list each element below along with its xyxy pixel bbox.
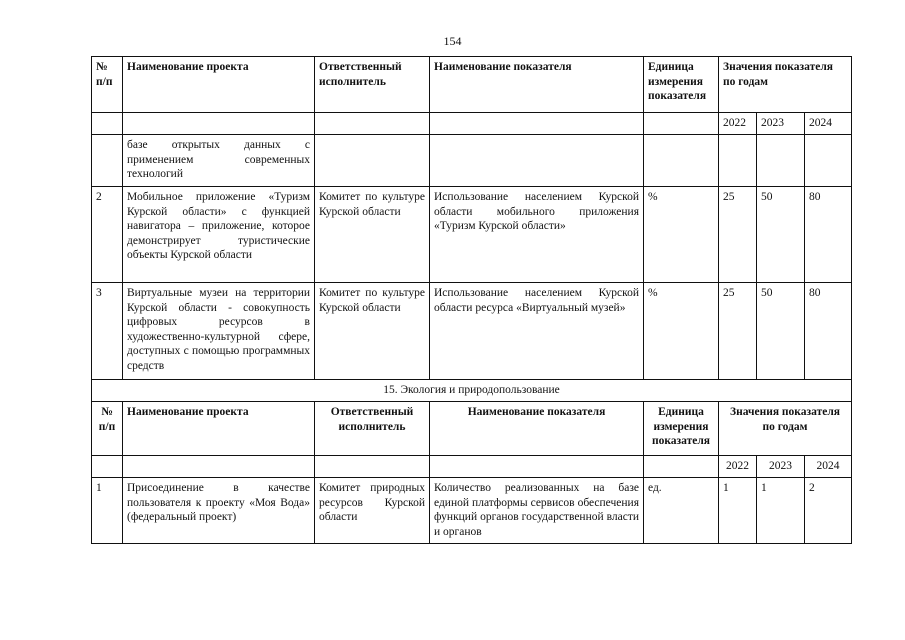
row-unit: %	[644, 283, 719, 380]
year-2024: 2024	[805, 456, 852, 478]
header-indicator: Наименование показателя	[430, 57, 644, 113]
year-2023: 2023	[757, 113, 805, 135]
row-num: 1	[92, 478, 123, 544]
row-value-2024: 80	[805, 187, 852, 283]
header-unit: Единица измерения показателя	[644, 402, 719, 456]
row-unit: %	[644, 187, 719, 283]
header-num: № п/п	[92, 402, 123, 456]
table-row	[92, 283, 852, 380]
row-value-2024	[805, 135, 852, 187]
header-project: Наименование проекта	[123, 57, 315, 113]
header-project: Наименование проекта	[123, 402, 315, 456]
page-number: 154	[443, 34, 462, 48]
row-value-2023: 1	[757, 478, 805, 544]
row-project: Мобильное приложение «Туризм Курской области» с функцией навигатора – приложение, которое демонстрирует туристические объекты Курской области	[123, 187, 315, 283]
section-row	[92, 380, 852, 402]
row-value-2022: 25	[719, 283, 757, 380]
year-2023: 2023	[757, 456, 805, 478]
header-values: Значения показателя по годам	[719, 57, 852, 113]
row-project: базе открытых данных с применением современных технологий	[123, 135, 315, 187]
header-num: № п/п	[92, 57, 123, 113]
year-2022: 2022	[719, 113, 757, 135]
row-unit: ед.	[644, 478, 719, 544]
header-indicator: Наименование показателя	[430, 402, 644, 456]
row-responsible: Комитет по культуре Курской области	[315, 187, 430, 283]
row-value-2022	[719, 135, 757, 187]
row-indicator: Использование населением Курской области мобильного приложения «Туризм Курской области»	[430, 187, 644, 283]
table-row	[92, 187, 852, 283]
row-value-2022: 25	[719, 187, 757, 283]
year-2022: 2022	[719, 456, 757, 478]
row-num	[92, 135, 123, 187]
row-indicator	[430, 135, 644, 187]
year-header-row	[92, 456, 852, 478]
table-header-row	[92, 57, 852, 113]
row-responsible	[315, 135, 430, 187]
row-indicator: Количество реализованных на базе единой платформы сервисов обеспечения функций органов государственной власти и органов	[430, 478, 644, 544]
row-indicator: Использование населением Курской области ресурса «Виртуальный музей»	[430, 283, 644, 380]
row-unit	[644, 135, 719, 187]
row-num: 2	[92, 187, 123, 283]
header-values: Значения показателя по годам	[719, 402, 852, 456]
section-title: 15. Экология и природопользование	[92, 380, 852, 402]
table-row	[92, 478, 852, 544]
year-2024: 2024	[805, 113, 852, 135]
row-responsible: Комитет природных ресурсов Курской области	[315, 478, 430, 544]
row-value-2023: 50	[757, 187, 805, 283]
table-row	[92, 135, 852, 187]
row-value-2022: 1	[719, 478, 757, 544]
row-value-2024: 80	[805, 283, 852, 380]
header-responsible: Ответственный исполнитель	[315, 402, 430, 456]
row-project: Виртуальные музеи на территории Курской области - совокупность цифровых ресурсов в художественно-культурной сфере, доступных с помощью программных средств	[123, 283, 315, 380]
table-header-row	[92, 402, 852, 456]
row-project: Присоединение в качестве пользователя к проекту «Моя Вода» (федеральный проект)	[123, 478, 315, 544]
row-responsible: Комитет по культуре Курской области	[315, 283, 430, 380]
row-value-2024: 2	[805, 478, 852, 544]
header-unit: Единица измерения показателя	[644, 57, 719, 113]
row-value-2023: 50	[757, 283, 805, 380]
header-responsible: Ответственный исполнитель	[315, 57, 430, 113]
projects-table	[91, 56, 852, 544]
row-value-2023	[757, 135, 805, 187]
year-header-row	[92, 113, 852, 135]
row-num: 3	[92, 283, 123, 380]
